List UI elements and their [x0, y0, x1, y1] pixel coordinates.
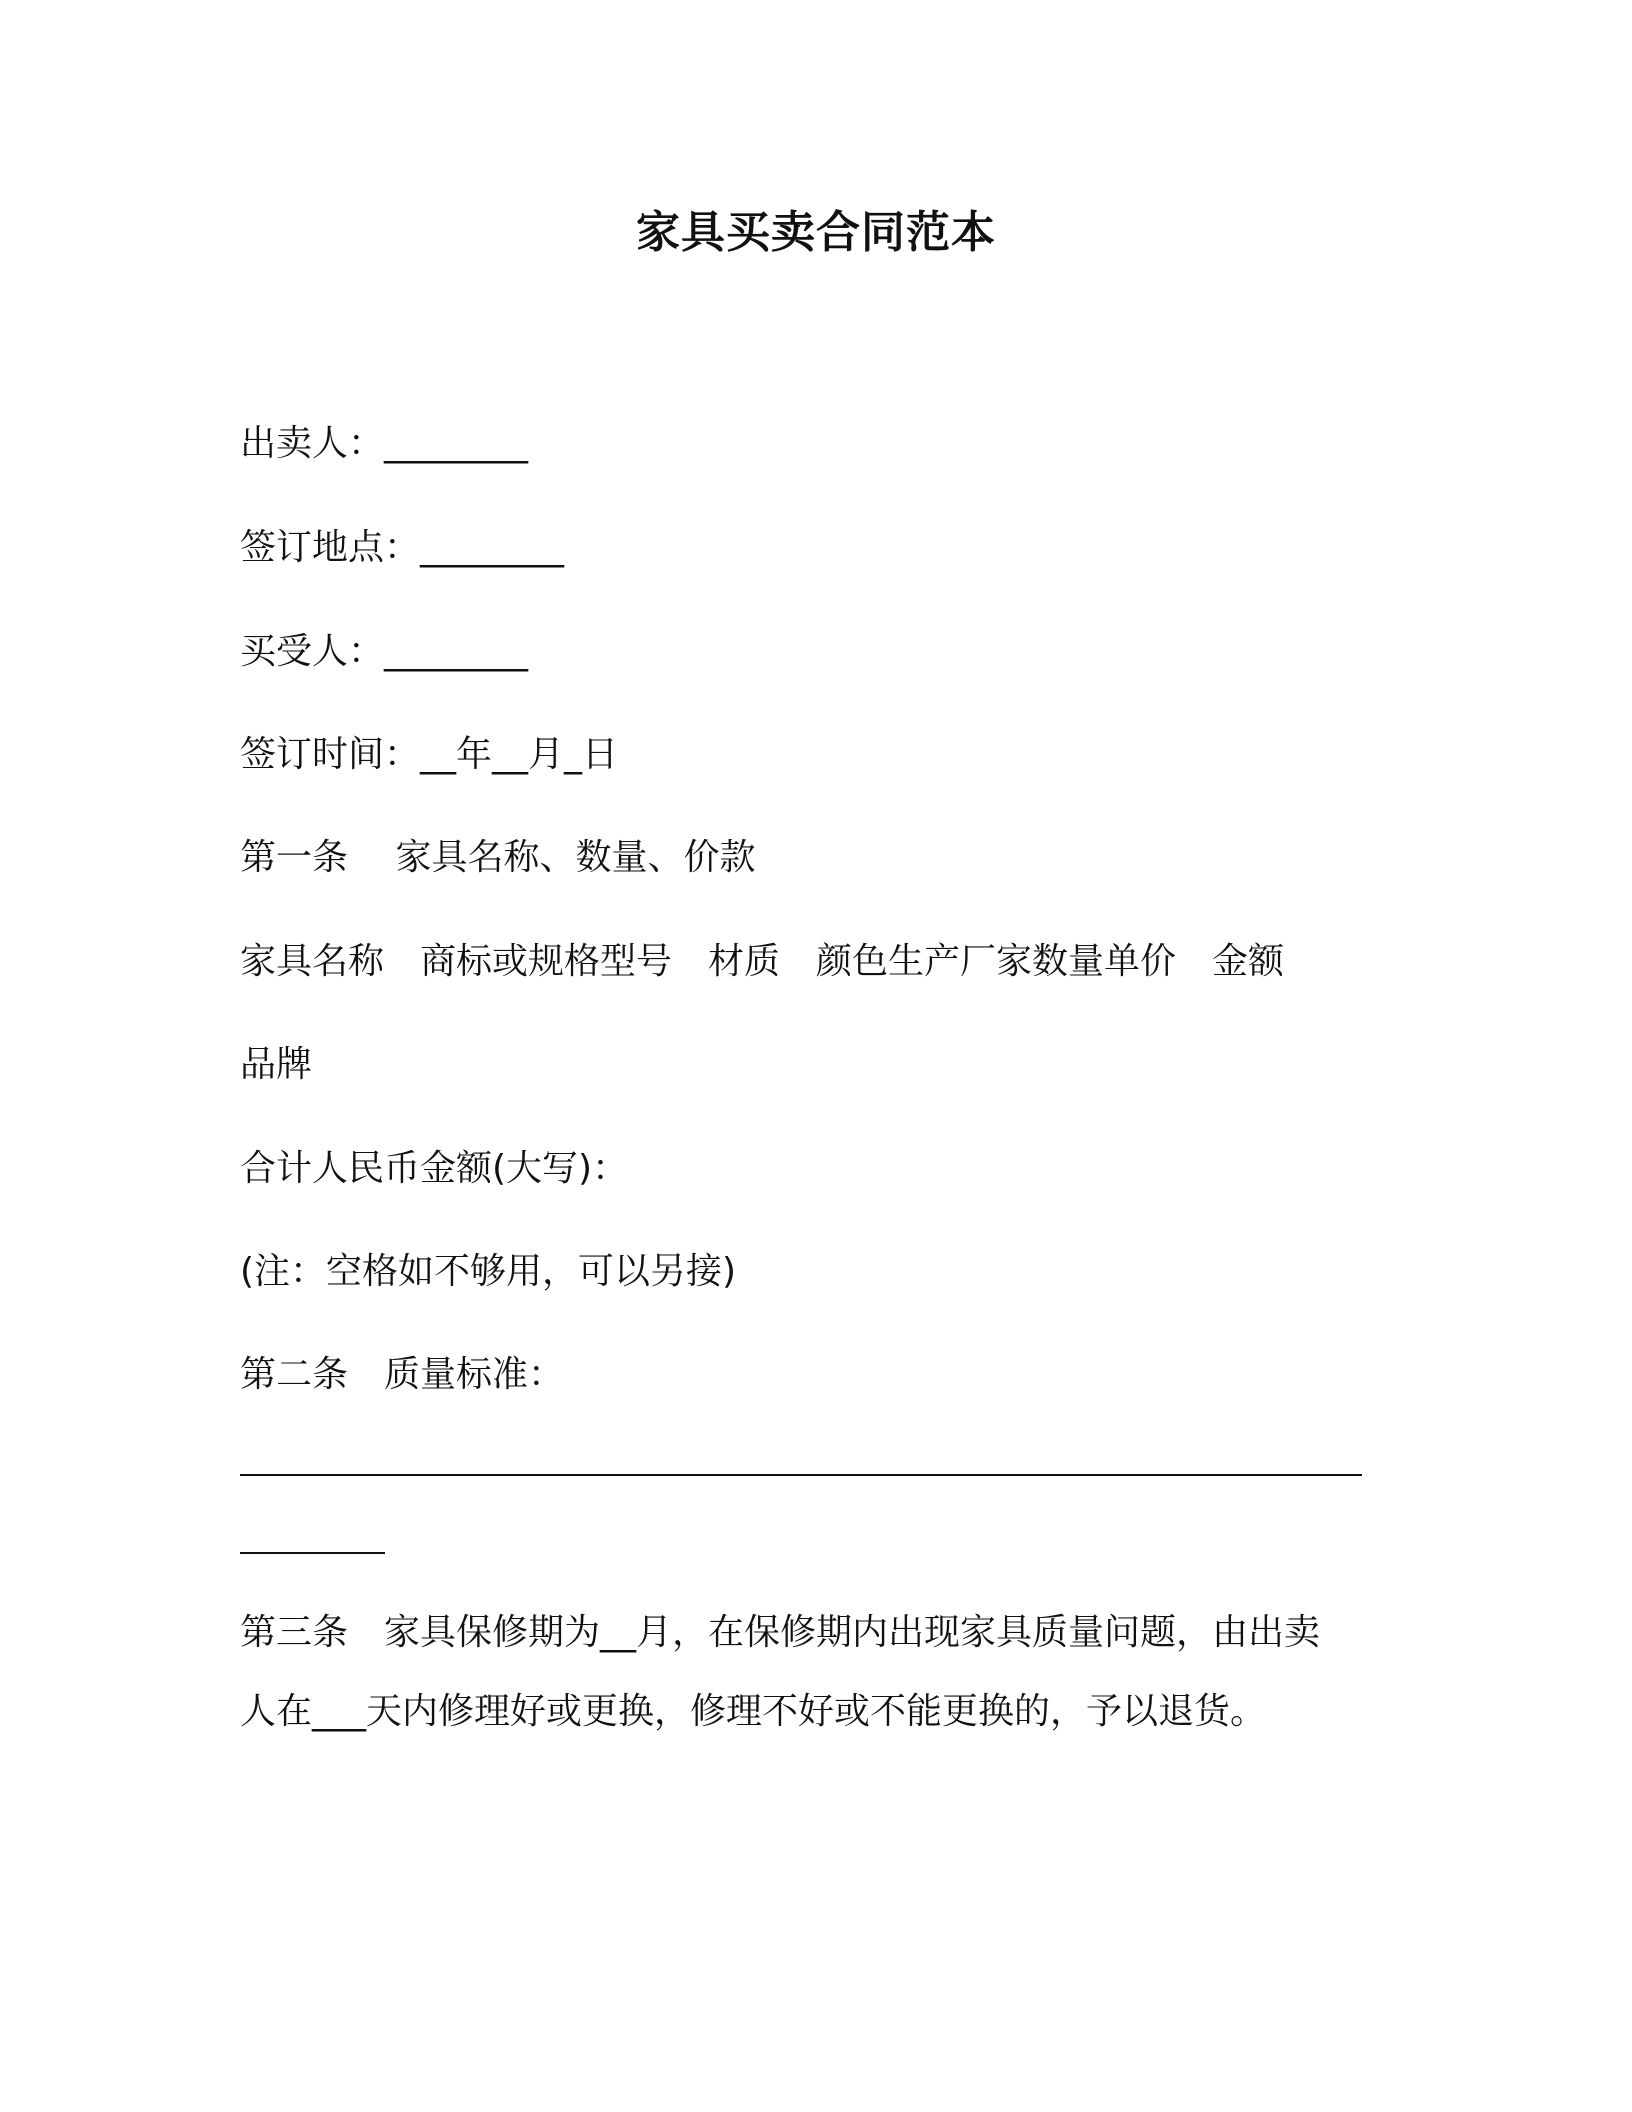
signing-place-line: 签订地点：________: [240, 527, 565, 568]
buyer-line: 买受人：________: [240, 631, 529, 672]
seller-line: 出卖人：________: [240, 423, 529, 464]
total-amount-line: 合计人民币金额(大写)：: [240, 1148, 629, 1189]
document-title: 家具买卖合同范本: [636, 207, 996, 258]
signing-date-line: 签订时间：__年__月_日: [240, 734, 619, 775]
quality-standard-blank-line-1: [240, 1474, 1362, 1476]
article-3-line-1: 第三条 家具保修期为__月，在保修期内出现家具质量问题，由出卖: [240, 1612, 1321, 1653]
article-1-heading: 第一条 家具名称、数量、价款: [240, 837, 756, 878]
note-line: (注：空格如不够用，可以另接): [240, 1251, 737, 1292]
quality-standard-blank-line-2: [240, 1552, 385, 1554]
brand-label: 品牌: [240, 1044, 313, 1085]
goods-table-header: 家具名称 商标或规格型号 材质 颜色生产厂家数量单价 金额: [240, 941, 1285, 982]
article-3-line-2: 人在___天内修理好或更换，修理不好或不能更换的，予以退货。: [240, 1691, 1267, 1732]
article-2-heading: 第二条 质量标准：: [240, 1354, 565, 1395]
